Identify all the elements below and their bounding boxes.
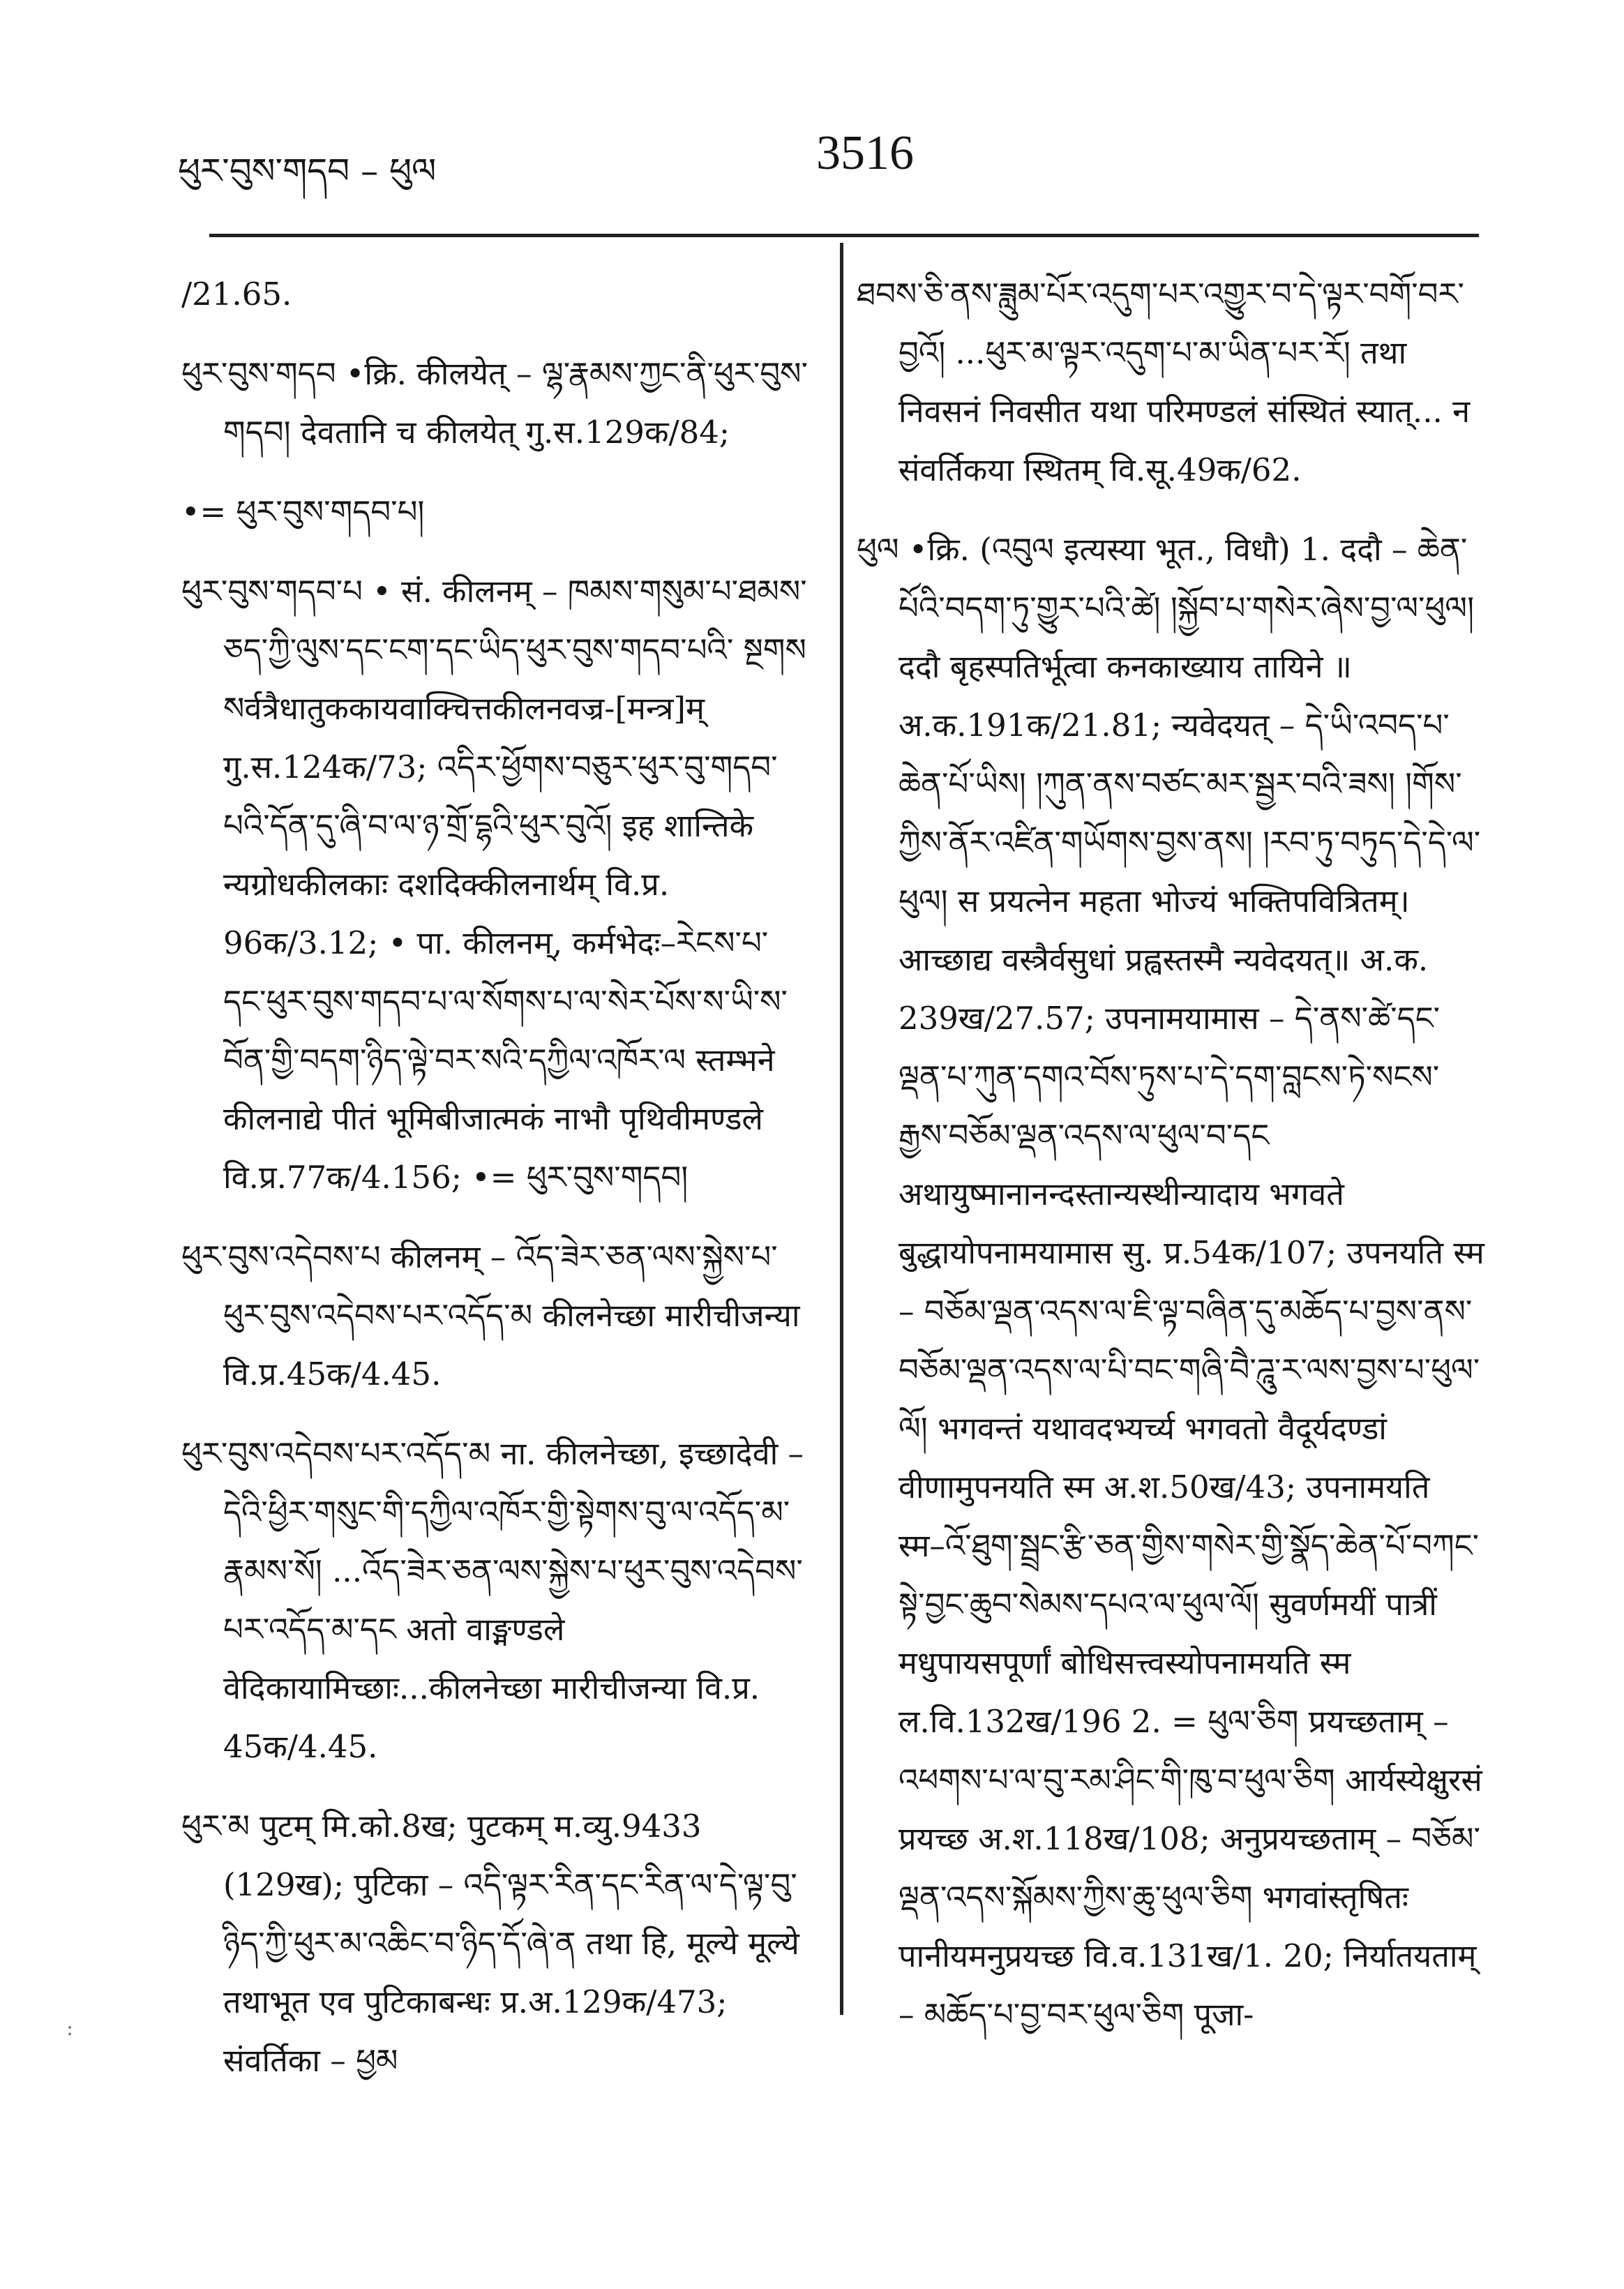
entry: [181, 1228, 809, 1404]
header-rule: [209, 234, 1479, 237]
entry: [857, 265, 1484, 500]
column-divider: [840, 243, 843, 2015]
entry-text: •= ཕུར་བུས་གདབ་པ།: [181, 493, 425, 530]
page-number: 3516: [816, 126, 914, 180]
running-head: ཕུར་བུས་གདབ – ཕུལ: [178, 151, 437, 191]
margin-mark: :: [66, 2016, 74, 2041]
entry-text: ཕུལ •क्रि. (འབུལ इत्यस्या भूत., विधौ) 1. ददौ – ཆེན་པོའི་བདག་ཏུ་གྱུར་པའི་ཚེ། །སྐྱོབ་པ་གསེར་ཞེས་བྱ་ལ་ཕུལ། ददौ बृहस्पतिर्भूत्वा कनकाख्याय तायिने ॥ अ.क.191क/21.81; न्यवेदयत् – དེ་ཡི་འབད་པ་ཆེན་པོ་ཡིས། །ཀུན་ནས་བཙང་མར་སྦྱར་བའི་ཟས། །གོས་ཀྱིས་ནོར་འཛིན་གཡོགས་བྱས་ནས། །རབ་ཏུ་བཏུད་དེ་དེ་ལ་ཕུལ། स प्रयत्नेन महता भोज्यं भक्तिपवित्रितम्। आच्छाद्य वस्त्रैर्वसुधां प्रह्वस्तस्मै न्यवेदयत्॥ अ.क. 239ख/27.57; उपनामयामास – དེ་ནས་ཚེ་དང་ལྡན་པ་ཀུན་དགའ་བོས་ཏུས་པ་དེ་དག་བླངས་ཏེ་སངས་རྒྱས་བཅོམ་ལྡན་འདས་ལ་ཕུལ་བ་དང अथायुष्मानानन्दस्तान्यस्थीन्यादाय भगवते बुद्धायोपनामयामास सु. प्र.54क/107; उपनयति स्म – བཅོམ་ལྡན་འདས་ལ་ཇི་ལྟ་བཞིན་དུ་མཆོད་པ་བྱས་ནས་བཅོམ་ལྡན་འདས་ལ་པི་བང་གཞི་བཻ་ཌཱུ་ར་ལས་བྱས་པ་ཕུལ་ལོ། भगवन्तं यथावदभ्यर्च्य भगवतो वैदूर्यदण्डां वीणामुपनयति स्म अ.श.50ख/43; उपनामयति स्म–འོ་ཐུག་སྦྲང་རྩི་ཅན་གྱིས་གསེར་གྱི་སྣོད་ཆེན་པོ་བཀང་སྟེ་བྱང་ཆུབ་སེམས་དཔའ་ལ་ཕུལ་ལོ། सुवर्णमयीं पात्रीं मधुपायसपूर्णां बोधिसत्त्वस्योपनामयति स्म ल.वि.132ख/196 2. = ཕུལ་ཅིག प्रयच्छताम् – འཕགས་པ་ལ་བུ་རམ་ཤིང་གི་ཁུ་བ་ཕུལ་ཅིག आर्यस्येक्षुरसं प्रयच्छ अ.श.118ख/108; अनुप्रयच्छताम् – བཅོམ་ལྡན་འདས་སྐོམས་ཀྱིས་ཆུ་ཕུལ་ཅིག भगवांस्तृषितः पानीयमनुप्रयच्छ वि.व.131ख/1. 20; निर्यातयताम् – མཆོད་པ་བྱ་བར་ཕུལ་ཅིག पूजा-: [857, 531, 1484, 2033]
right-column: [857, 265, 1484, 2065]
entry-text: ཕུར་བུས་གདབ •क्रि. कीलयेत् – ལྷ་རྣམས་ཀྱང་ནི་ཕུར་བུས་གདབ། देवतानि च कीलयेत् गु.स.129क/84;: [181, 355, 808, 451]
entry: [181, 483, 809, 541]
entry: [181, 265, 809, 324]
left-column: [181, 265, 809, 2111]
entry-text: ཐབས་ཅི་ནས་ཟླུམ་པོར་འདུག་པར་འགྱུར་བ་དེ་ལྟར་བགོ་བར་བྱའོ། ...ཕུར་མ་ལྟར་འདུག་པ་མ་ཡིན་པར་རོ། तथा निवसनं निवसीत यथा परिमण्डलं संस्थितं स्यात्... न संवर्तिकया स्थितम् वि.सू.49क/62.: [857, 276, 1471, 488]
entry-text: ཕུར་བུས་འདེབས་པར་འདོད་མ ना. कीलनेच्छा, इच्छादेवी – དེའི་ཕྱིར་གསུང་གི་དཀྱིལ་འཁོར་གྱི་སྟེགས་བུ་ལ་འདོད་མ་རྣམས་སོ། ...འོད་ཟེར་ཅན་ལས་སྐྱེས་པ་ཕུར་བུས་འདེབས་པར་འདོད་མ་དང अतो वाङ्मण्डले वेदिकायामिच्छाः...कीलनेच्छा मारीचीजन्या वि.प्र. 45क/4.45.: [181, 1435, 804, 1765]
entry-text: /21.65.: [181, 276, 292, 313]
entry: [181, 1797, 809, 2090]
entry-text: ཕུར་བུས་གདབ་པ • सं. कीलनम् – ཁམས་གསུམ་པ་ཐམས་ཅད་ཀྱི་ལུས་དང་ངག་དང་ཡིད་ཕུར་བུས་གདབ་པའི་ སྔགས སर्वत्रैधातुककायवाक्चित्तकीलनवज्र-[मन्त्र]म् गु.स.124क/73; འདིར་ཕྱོགས་བཅུར་ཕུར་བུ་གདབ་པའི་དོན་དུ་ཞི་བ་ལ་ཉ་གྲོ་དྷའི་ཕུར་བུའོ། इह शान्तिके न्यग्रोधकीलकाः दशदिक्कीलनार्थम् वि.प्र. 96क/3.12; • पा. कीलनम्, कर्मभेदः–རེངས་པ་དང་ཕུར་བུས་གདབ་པ་ལ་སོགས་པ་ལ་སེར་པོས་ས་ཡི་ས་བོན་གྱི་བདག་ཉིད་ལྟེ་བར་སའི་དཀྱིལ་འཁོར་ལ स्तम्भने कीलनाद्ये पीतं भूमिबीजात्मकं नाभौ पृथिवीमण्डले वि.प्र.77क/4.156; •= ཕུར་བུས་གདབ།: [181, 573, 807, 1196]
entry: [181, 1425, 809, 1776]
entry: [181, 345, 809, 462]
entry-text: ཕུར་མ पुटम् मि.को.8ख; पुटकम् म.व्यु.9433 (129ख); पुटिका – འདི་ལྟར་རིན་དང་རིན་ལ་དེ་ལྟ་བུ་ཉིད་ཀྱི་ཕུར་མ་འཆིང་བ་ཉིད་དོ་ཞེ་ན तथा हि, मूल्ये मूल्ये तथाभूत एव पुटिकाबन्धः प्र.अ.129क/473; संवर्तिका – ཕྱམ: [181, 1808, 799, 2079]
entry: [181, 562, 809, 1207]
entry: [857, 520, 1484, 2044]
entry-text: ཕུར་བུས་འདེབས་པ कीलनम् – འོད་ཟེར་ཅན་ལས་སྐྱེས་པ་ཕུར་བུས་འདེབས་པར་འདོད་མ कीलनेच्छा मारीचीजन्या वि.प्र.45क/4.45.: [181, 1238, 800, 1393]
page-header: [0, 112, 1624, 191]
